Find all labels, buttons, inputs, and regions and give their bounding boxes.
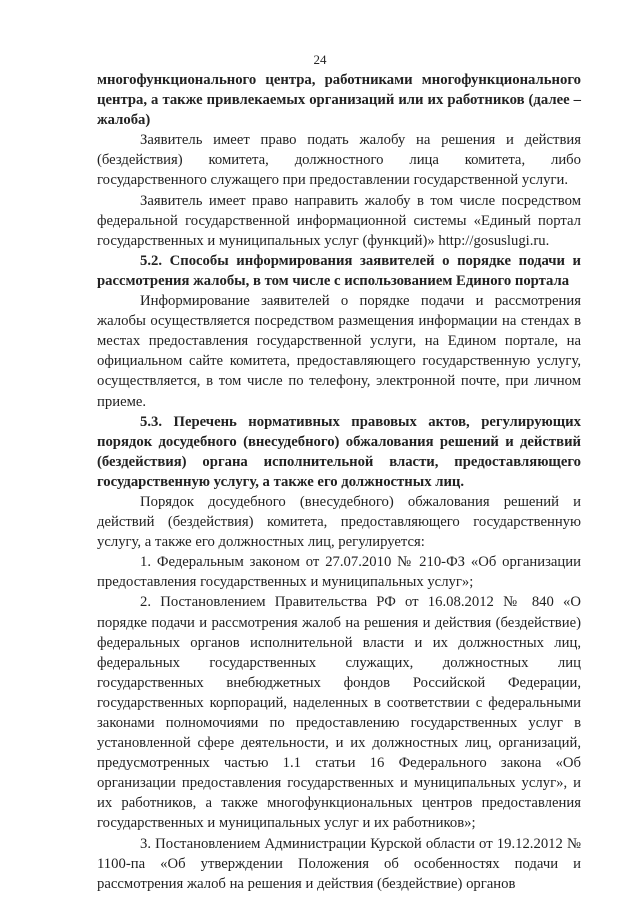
informing-applicants-paragraph: Информирование заявителей о порядке подачи и рассмотрения жалобы осуществляется посредством размещения информации на стендах в местах предоставления государственной услуги, на Едином портале, на официальном сайте комитета, предоставляющего государственную услугу, осуществляется, в том числе по телефону, электронной почте, при личном приеме. — [97, 293, 581, 410]
page-number: 24 — [313, 52, 327, 67]
section-5-3-heading: 5.3. Перечень нормативных правовых актов, регулирующих порядок досудебного (внесудебного) обжалования решений и действий (бездействия) органа исполнительной власти, предоставляющего государственную услугу, а также его должностных лиц. — [97, 413, 581, 490]
right-to-file-complaint-paragraph: Заявитель имеет право подать жалобу на решения и действия (бездействия) комитета, должностного лица комитета, либо государственного служащего при предоставлении государственной услуги. — [97, 132, 581, 189]
legal-act-item-2: 2. Постановлением Правительства РФ от 16.08.2012 № 840 «О порядке подачи и рассмотрения жалоб на решения и действия (бездействие) федеральных органов исполнительной власти и их должностных лиц, федеральных государственных служащих, должностных лиц государственных внебюджетных фондов Российской Федерации, государственных корпораций, наделенных в соответствии с федеральными законами полномочиями по предоставлению государственных услуг в установленной сфере деятельности, и их должностных лиц, организаций, предусмотренных частью 1.1 статьи 16 Федерального закона «Об организации предоставления государственных и муниципальных услуг», и их работников, а также многофункциональных центров предоставления государственных и муниципальных услуг и их работников»; — [97, 594, 581, 832]
appeal-procedure-paragraph: Порядок досудебного (внесудебного) обжалования решений и действий (бездействия) комитета, предоставляющего государственную услугу, а также его должностных лиц, регулируется: — [97, 493, 581, 551]
document-body — [97, 70, 581, 894]
legal-act-item-1: 1. Федеральным законом от 27.07.2010 № 210-ФЗ «Об организации предоставления государственных и муниципальных услуг»; — [97, 554, 581, 591]
complaint-definition-continuation: многофункционального центра, работниками многофункционального центра, а также привлекаемых организаций или их работников (далее – жалоба) — [97, 72, 581, 129]
portal-complaint-paragraph: Заявитель имеет право направить жалобу в том числе посредством федеральной государственной информационной системы «Единый портал государственных и муниципальных услуг (функций)» http://gosuslugi.ru. — [97, 192, 581, 249]
section-5-2-heading: 5.2. Способы информирования заявителей о порядке подачи и рассмотрения жалобы, в том числе с использованием Единого портала — [97, 252, 581, 289]
legal-act-item-3: 3. Постановлением Администрации Курской области от 19.12.2012 № 1100-па «Об утверждении Положения об особенностях подачи и рассмотрения жалоб на решения и действия (бездействие) органов — [97, 835, 581, 892]
